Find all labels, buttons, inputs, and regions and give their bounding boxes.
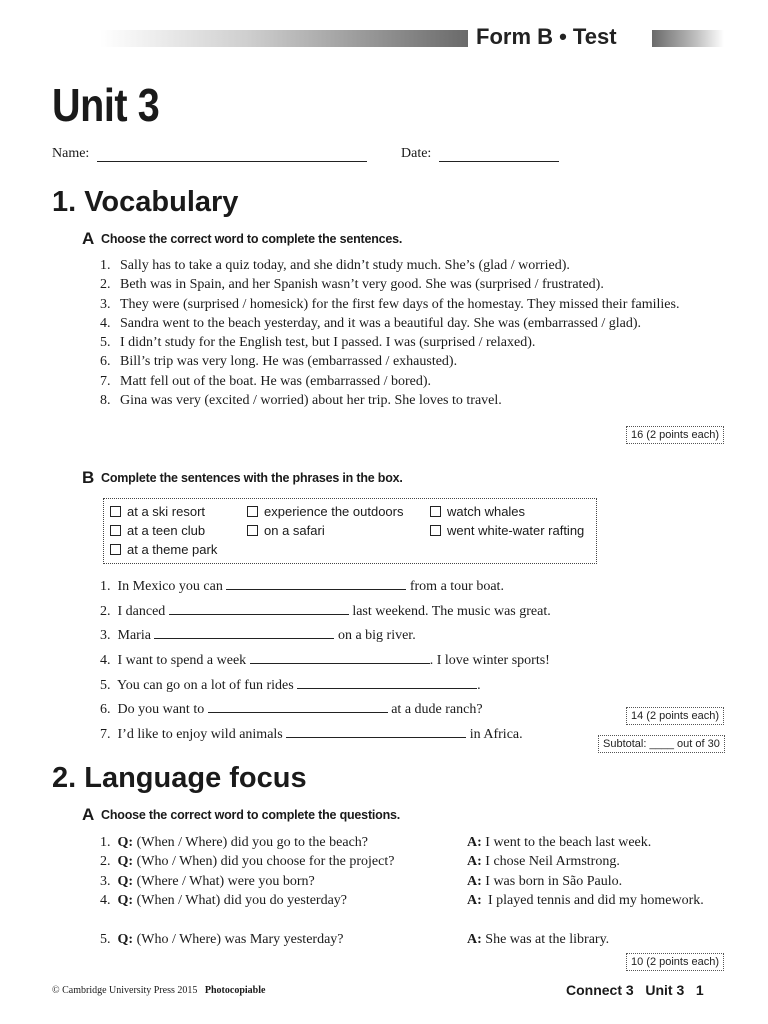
- date-label: Date:: [401, 146, 432, 161]
- phrase-box: [103, 498, 597, 564]
- form-label: Form B • Test: [476, 24, 617, 49]
- date-field[interactable]: [401, 146, 559, 162]
- points-badge: 10 (2 points each): [626, 953, 724, 971]
- checkbox-icon[interactable]: [247, 506, 258, 517]
- points-badge: 16 (2 points each): [626, 426, 724, 444]
- answer-blank[interactable]: [286, 725, 466, 738]
- part-letter: A: [82, 805, 95, 824]
- answer-blank[interactable]: [226, 577, 406, 590]
- list-item: 7. Matt fell out of the boat. He was (embarrassed / bored).: [100, 373, 432, 389]
- list-item: 1. Sally has to take a quiz today, and she didn’t study much. She’s (glad / worried).: [100, 258, 570, 273]
- phrase-option[interactable]: at a ski resort: [110, 504, 205, 519]
- part-instruction: Choose the correct word to complete the sentences.: [101, 232, 403, 246]
- checkbox-icon[interactable]: [247, 525, 258, 536]
- phrase-option[interactable]: on a safari: [247, 523, 325, 538]
- answer-blank[interactable]: [297, 676, 477, 689]
- footer-page-info: Connect 3 Unit 3 1: [566, 982, 704, 998]
- answer-blank[interactable]: [154, 626, 334, 639]
- list-item: 5. You can go on a lot of fun rides .: [100, 677, 481, 693]
- vocab-list-a: [100, 256, 720, 410]
- checkbox-icon[interactable]: [430, 525, 441, 536]
- part-instruction: Choose the correct word to complete the questions.: [101, 808, 401, 822]
- list-item: 3. They were (surprised / homesick) for the first few days of the homestay. They missed their families.: [100, 296, 680, 312]
- phrase-option[interactable]: at a teen club: [110, 523, 205, 538]
- phrase-option[interactable]: experience the outdoors: [247, 504, 403, 519]
- list-item: 5. I didn’t study for the English test, but I passed. I was (surprised / relaxed).: [100, 335, 536, 351]
- answer-blank[interactable]: [208, 700, 388, 713]
- list-item: 6. Do you want to at a dude ranch?: [100, 702, 483, 717]
- header-gradient-left: [100, 30, 468, 47]
- phrase-option[interactable]: watch whales: [430, 504, 525, 519]
- list-item: 8. Gina was very (excited / worried) about her trip. She loves to travel.: [100, 393, 502, 409]
- name-line[interactable]: [97, 147, 367, 162]
- checkbox-icon[interactable]: [110, 506, 121, 517]
- name-field[interactable]: [52, 146, 367, 162]
- list-item: 7. I’d like to enjoy wild animals in Africa.: [100, 727, 523, 742]
- date-line[interactable]: [439, 147, 559, 162]
- section-title-vocabulary: 1. Vocabulary: [52, 186, 239, 218]
- name-label: Name:: [52, 146, 90, 161]
- part-letter: A: [82, 229, 95, 248]
- list-item: 4. Sandra went to the beach yesterday, and it was a beautiful day. She was (embarrassed / glad).: [100, 315, 642, 331]
- part-instruction: Complete the sentences with the phrases in the box.: [101, 471, 403, 485]
- footer-copyright: © Cambridge University Press 2015 Photocopiable: [52, 985, 266, 996]
- points-badge: 14 (2 points each): [626, 707, 724, 725]
- list-item: 4. I want to spend a week . I love winter sports!: [100, 653, 550, 668]
- list-item: 2. I danced last weekend. The music was great.: [100, 603, 551, 619]
- subtotal-badge: Subtotal: ____ out of 30: [598, 735, 725, 753]
- answer-blank[interactable]: [250, 651, 430, 664]
- section-title-language-focus: 2. Language focus: [52, 762, 307, 794]
- part-letter: B: [82, 468, 95, 487]
- phrase-option[interactable]: at a theme park: [110, 542, 217, 557]
- list-item: 6. Bill’s trip was very long. He was (embarrassed / exhausted).: [100, 354, 458, 370]
- answer-blank[interactable]: [169, 602, 349, 615]
- checkbox-icon[interactable]: [110, 544, 121, 555]
- checkbox-icon[interactable]: [430, 506, 441, 517]
- list-item: 2. Beth was in Spain, and her Spanish wasn’t very good. She was (surprised / frustrated).: [100, 277, 604, 293]
- list-item: 1. In Mexico you can from a tour boat.: [100, 579, 504, 594]
- list-item: 3. Maria on a big river.: [100, 628, 416, 643]
- unit-title: Unit 3: [52, 79, 160, 131]
- header-gradient-right: [652, 30, 724, 47]
- phrase-option[interactable]: went white-water rafting: [430, 523, 584, 538]
- checkbox-icon[interactable]: [110, 525, 121, 536]
